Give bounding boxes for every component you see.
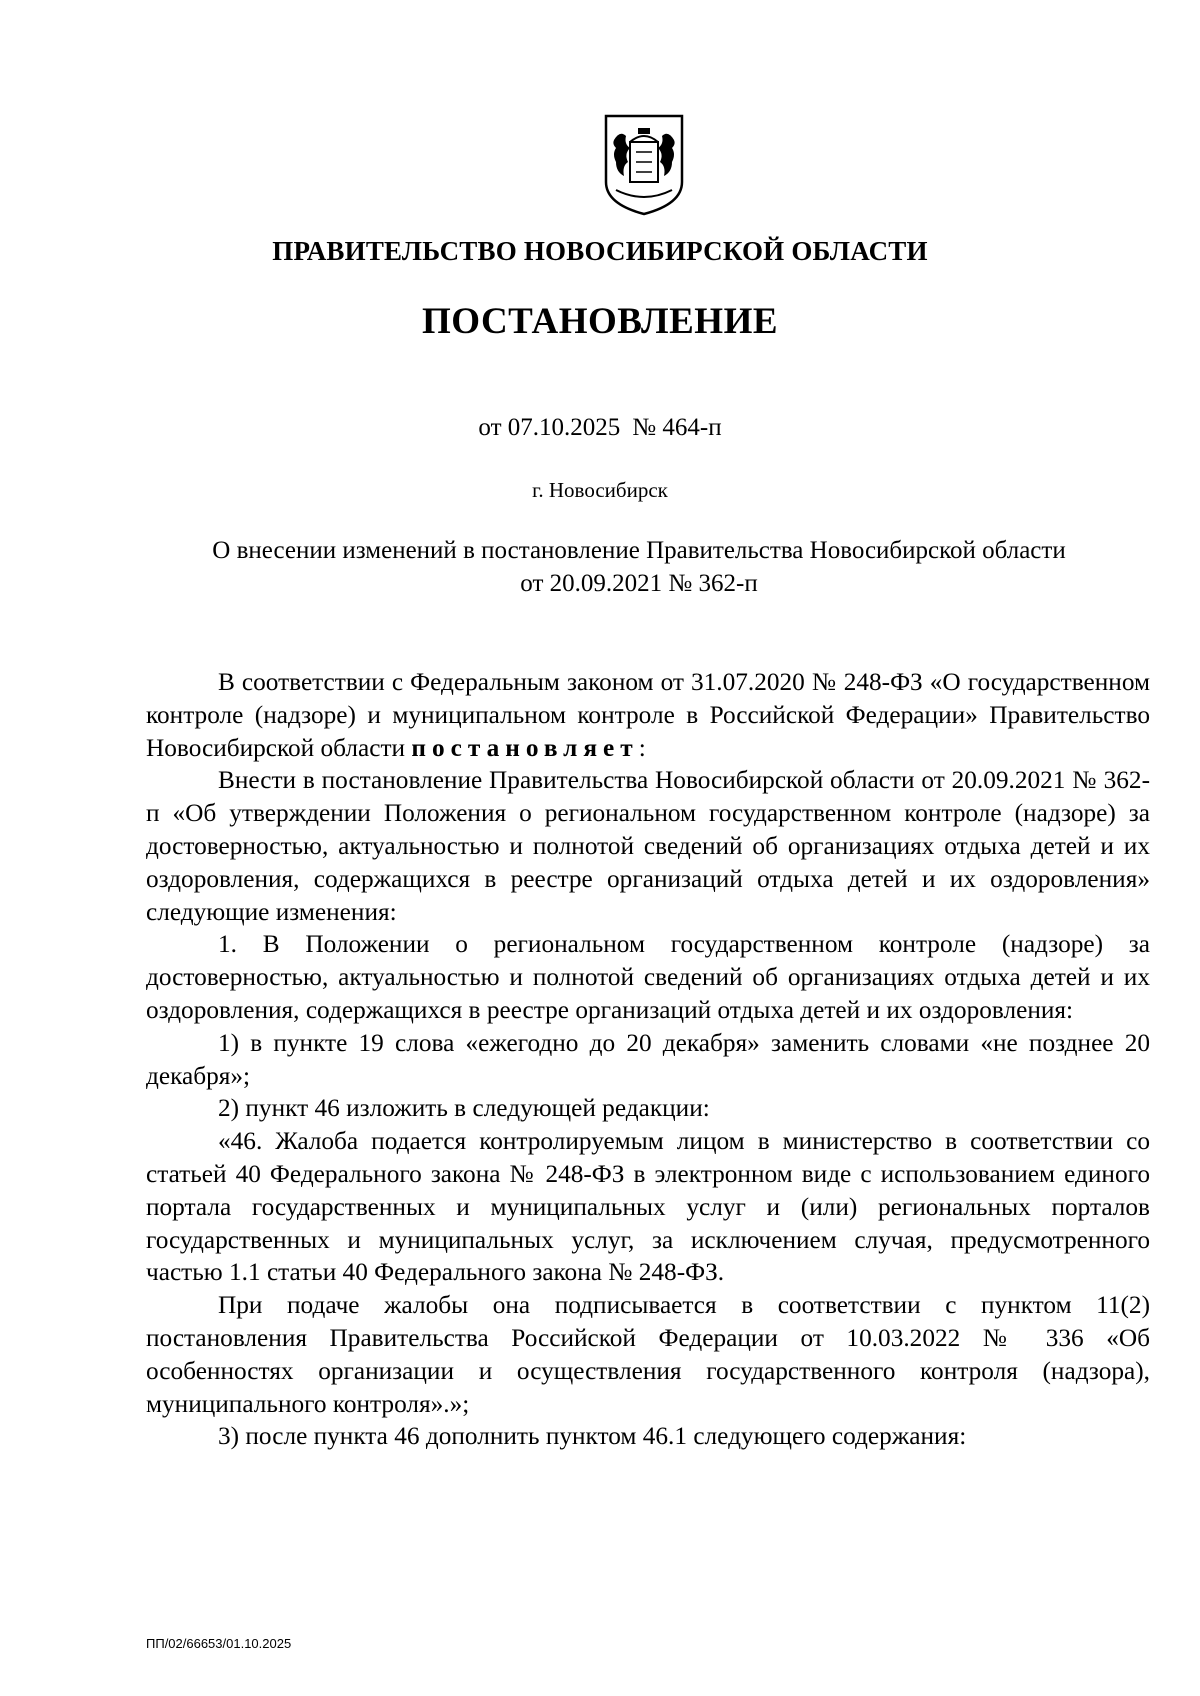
coat-of-arms-icon — [602, 112, 686, 218]
body-paragraph-8: 3) после пункта 46 дополнить пунктом 46.1 следующего содержания: — [218, 1422, 967, 1451]
document-type-title: ПОСТАНОВЛЕНИЕ — [421, 301, 779, 342]
footer-document-code: ПП/02/66653/01.10.2025 — [146, 1636, 292, 1651]
coat-of-arms-emblem — [602, 112, 686, 218]
document-city: г. Новосибирск — [532, 478, 668, 502]
body-paragraph-1 — [146, 666, 1150, 764]
subject-line-2: от 20.09.2021 № 362-п — [520, 570, 758, 597]
organization-title: ПРАВИТЕЛЬСТВО НОВОСИБИРСКОЙ ОБЛАСТИ — [272, 236, 928, 266]
subject-line-1: О внесении изменений в постановление Правительства Новосибирской области — [212, 537, 1066, 564]
body-paragraph-2: Внести в постановление Правительства Новосибирской области от 20.09.2021 № 362-п «Об утверждении Положения о региональном государственном контроле (надзоре) за достоверностью, актуальностью и полнотой сведений об организациях отдыха детей и их оздоровления, содержащихся в реестре организаций отдыха детей и их оздоровления» следующие изменения: — [146, 766, 1150, 926]
body-paragraph-7: При подаче жалобы она подписывается в соответствии с пунктом 11(2) постановления Правительства Российской Федерации от 10.03.2022 № 336 «Об особенностях организации и осуществления государственного контроля (надзора), муниципального контроля».»; — [146, 1291, 1150, 1418]
document-number: № 464-п — [632, 414, 722, 441]
paragraph-1-text: В соответствии с Федеральным законом от 31.07.2020 № 248-ФЗ «О государственном контроле (надзоре) и муниципальном контроле в Российской Федерации» Правительство Новосибирской области — [146, 668, 1150, 762]
paragraph-1-end: : — [638, 733, 646, 762]
document-subject — [148, 534, 1130, 600]
body-paragraph-6: «46. Жалоба подается контролируемым лицом в министерство в соответствии со статьей 40 Федерального закона № 248-ФЗ в электронном виде с использованием единого портала государственных и муниципальных услуг и (или) региональных порталов государственных и муниципальных услуг, за исключением случая, предусмотренного частью 1.1 статьи 40 Федерального закона № 248-ФЗ. — [146, 1127, 1150, 1287]
document-date: от 07.10.2025 — [478, 414, 621, 441]
body-paragraph-4: 1) в пункте 19 слова «ежегодно до 20 декабря» заменить словами «не позднее 20 декабря»; — [146, 1028, 1150, 1090]
document-date-number — [0, 414, 1200, 442]
body-paragraph-5: 2) пункт 46 изложить в следующей редакции: — [218, 1094, 710, 1123]
document-body — [146, 666, 1150, 1453]
body-paragraph-3: 1. В Положении о региональном государственном контроле (надзоре) за достоверностью, актуальностью и полнотой сведений об организациях отдыха детей и их оздоровления, содержащихся в реестре организаций отдыха детей и их оздоровления: — [146, 930, 1150, 1024]
paragraph-1-emphasis: постановляет — [411, 733, 639, 762]
